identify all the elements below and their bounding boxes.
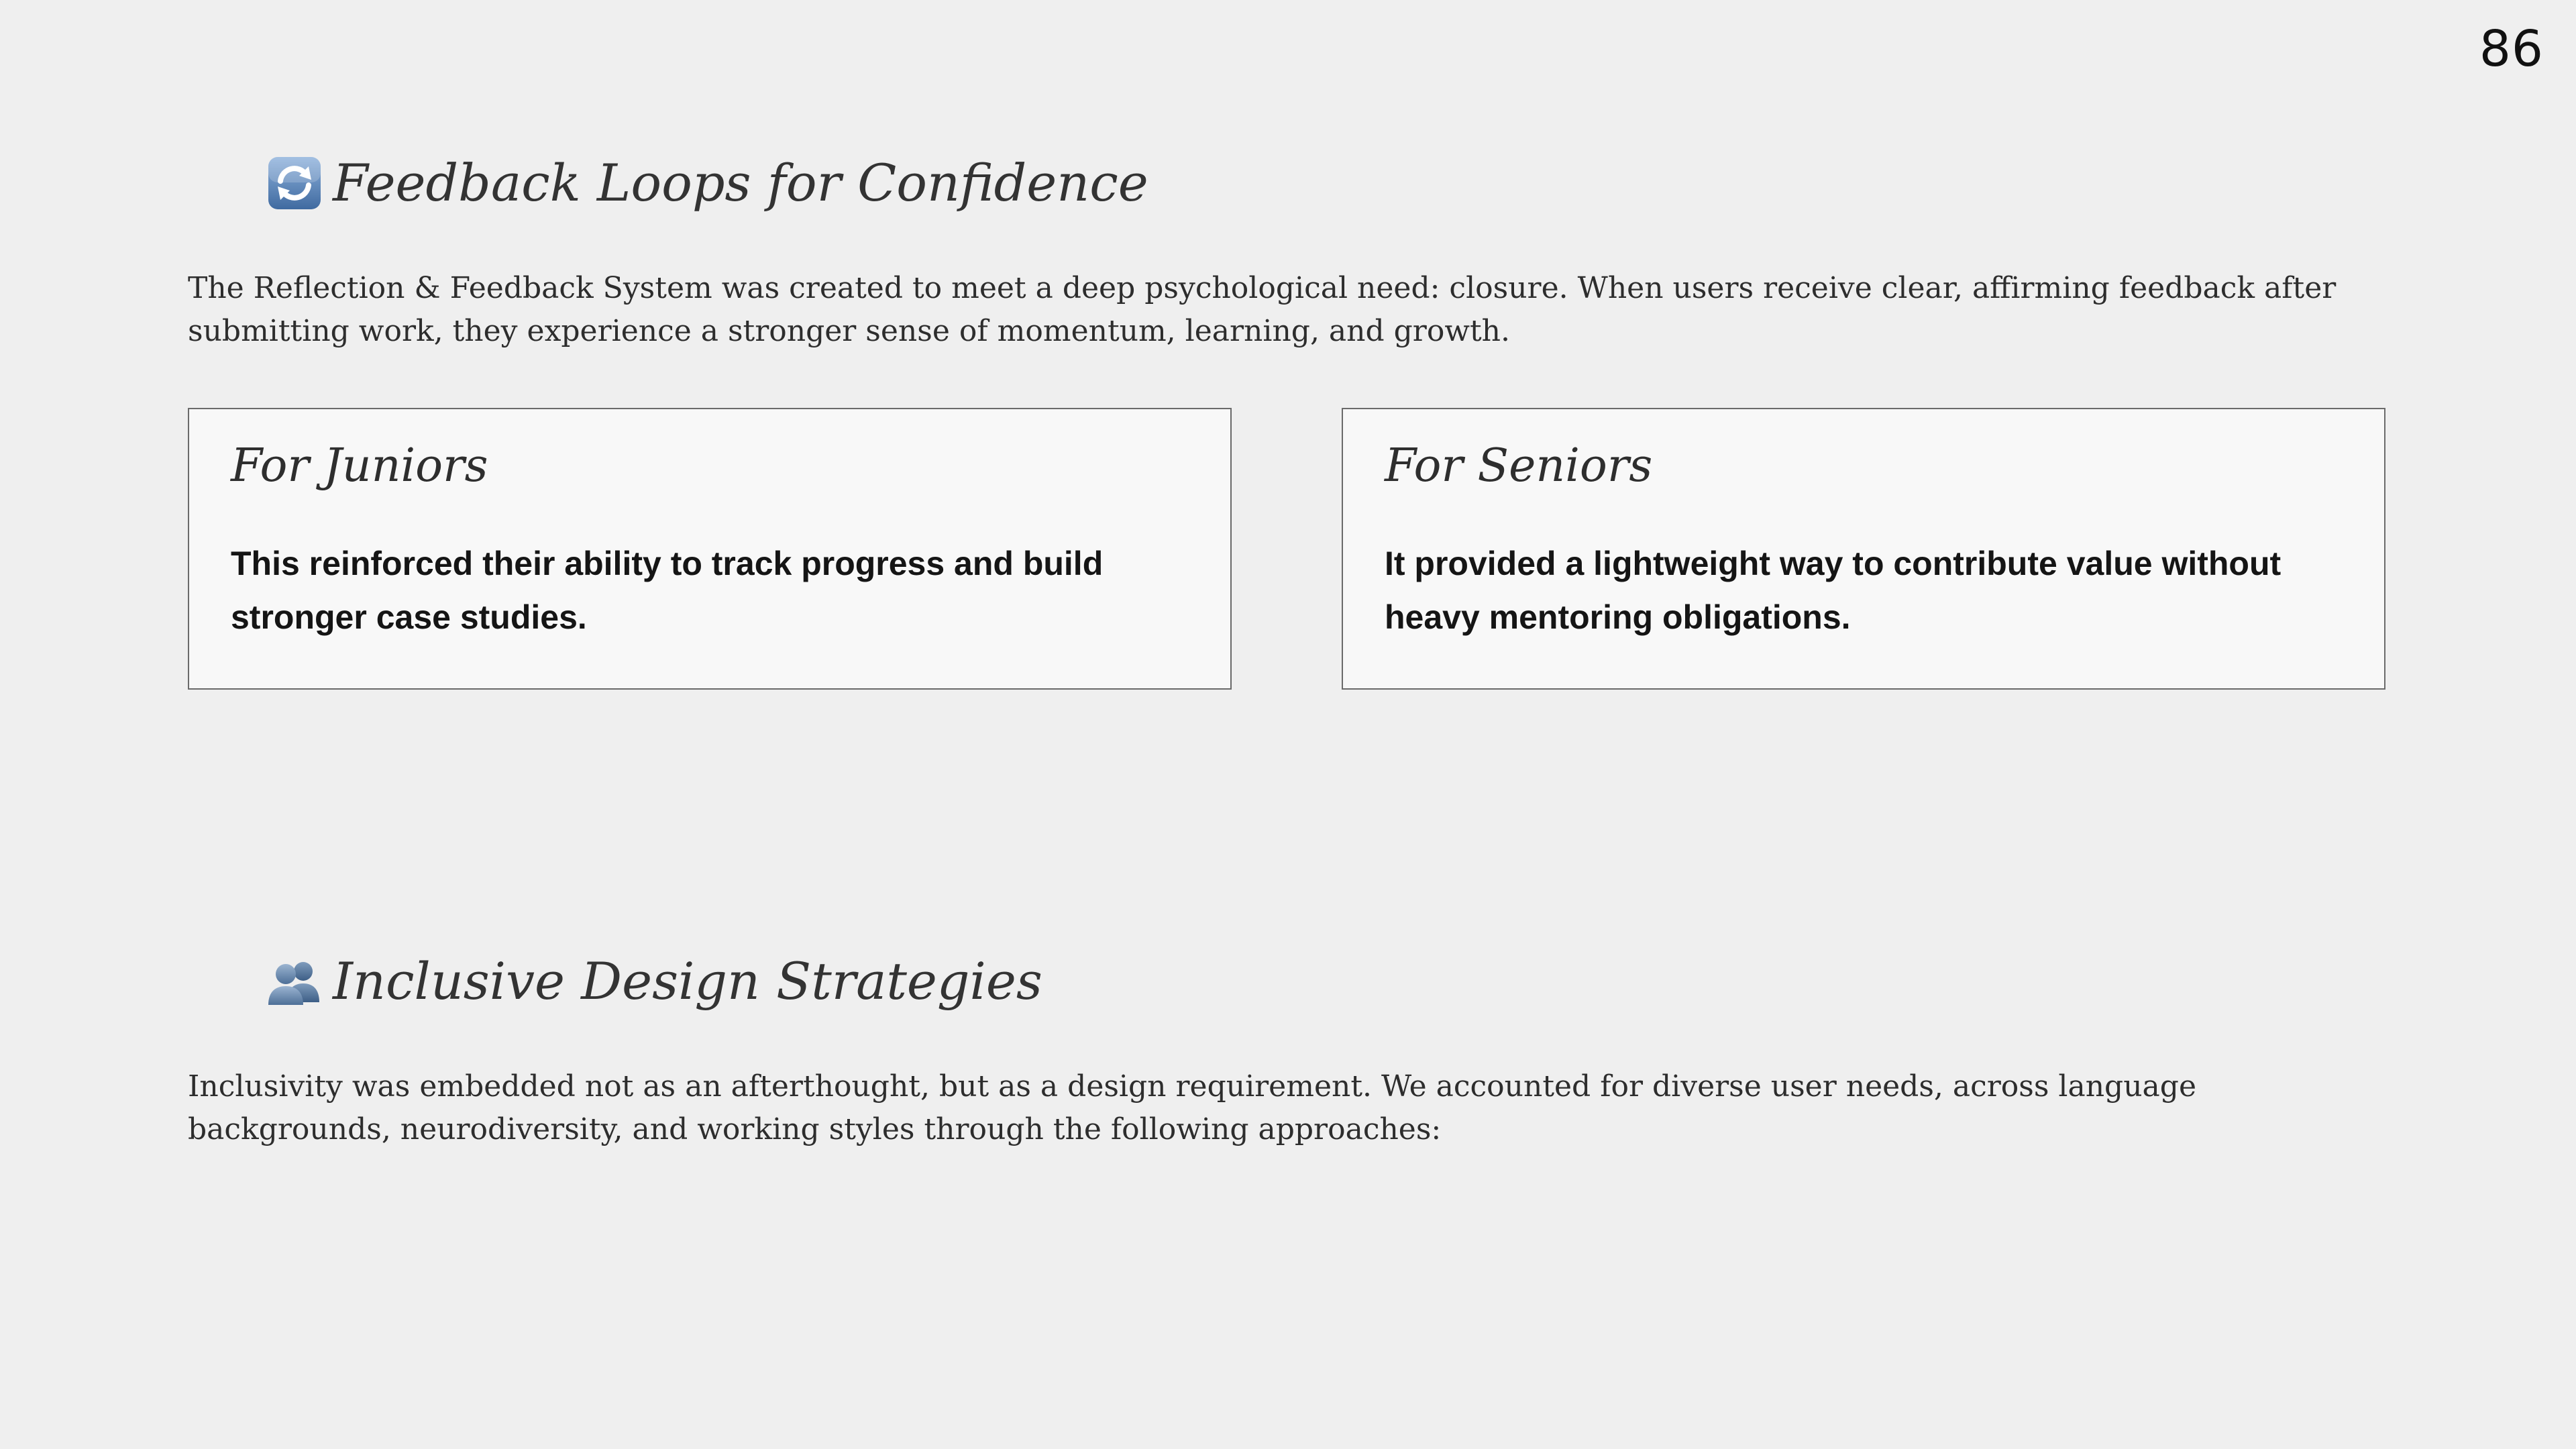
card-title: For Juniors	[231, 439, 488, 492]
card-for-seniors	[1342, 408, 2385, 690]
busts-in-silhouette-icon	[267, 954, 322, 1009]
section-body: The Reflection & Feedback System was created to meet a deep psychological need: closure. When users receive clear, affirming feedback after submitting work, they experience a stronger sense of momentum, learning, and growth.	[188, 271, 2337, 348]
counterclockwise-arrows-icon	[267, 156, 322, 211]
card-title: For Seniors	[1385, 439, 1653, 492]
card-text: This reinforced their ability to track progress and build stronger case studies.	[231, 545, 1104, 636]
section-title: Inclusive Design Strategies	[333, 951, 1042, 1011]
page-number: 86	[2479, 20, 2544, 78]
section-title: Feedback Loops for Confidence	[333, 153, 1148, 213]
card-for-juniors	[188, 408, 1232, 690]
section-heading-inclusive-design	[267, 951, 1042, 1011]
section-heading-feedback-loops	[267, 153, 1148, 213]
card-text: It provided a lightweight way to contribute value without heavy mentoring obligations.	[1385, 545, 2282, 636]
section-body: Inclusivity was embedded not as an afterthought, but as a design requirement. We accounted for diverse user needs, across language backgrounds, neurodiversity, and working styles through the following approaches:	[188, 1069, 2196, 1146]
